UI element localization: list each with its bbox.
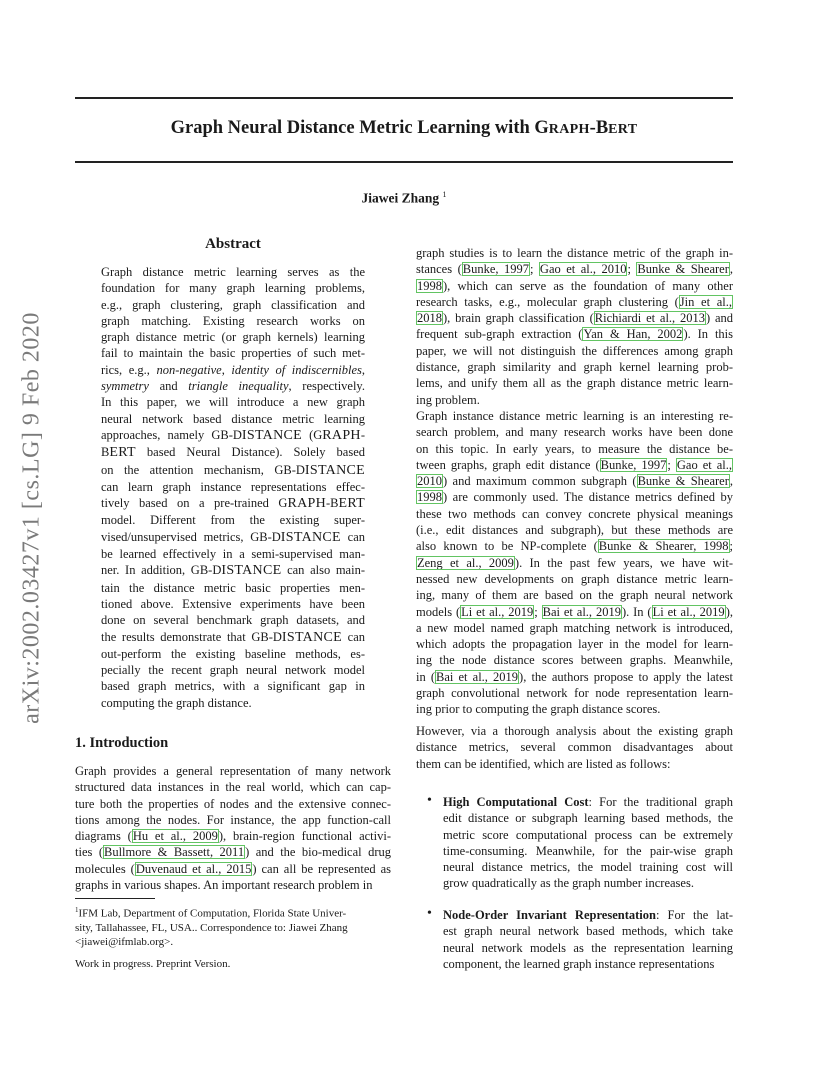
text-line: based graph metrics, with a significant gap in: [101, 679, 365, 694]
text-line: search problem, and many research works have been done: [416, 425, 733, 440]
bullet-node-order-invariant: [443, 907, 733, 972]
text-line: in (Bai et al., 2019), the authors propose to apply the latest: [416, 669, 733, 684]
text-line: Graph provides a general representation of many network: [75, 764, 391, 778]
text-line: neural network models as the representation learning: [443, 940, 733, 955]
text-line: a new model named graph matching network is introduced,: [416, 620, 733, 635]
right-paragraph-3: [416, 723, 733, 772]
text-line: graphs in various shapes. An important research problem in: [75, 878, 373, 893]
text-line: vised/unsupervised metrics, GB-DISTANCE can: [101, 529, 365, 545]
text-line: 2010) and maximum common subgraph (Bunke & Shearer,: [417, 474, 734, 489]
intro-text: [75, 763, 391, 893]
text-line: tween graphs, graph edit distance (Bunke, 1997; Gao et al.,: [416, 457, 732, 472]
text-line: Zeng et al., 2009). In the past few years, we have wit-: [417, 555, 733, 570]
text-line: frequent sub-graph extraction (Yan & Han, 2002). In this: [416, 327, 733, 342]
text-line: foundation for many graph learning problems,: [101, 281, 365, 296]
text-line: metric score computational process can be extremely: [443, 827, 733, 842]
text-line: High Computational Cost: For the traditional graph: [443, 795, 733, 809]
arxiv-sidebar-stamp: [8, 293, 56, 743]
right-paragraph-2: [416, 408, 733, 718]
text-line: symmetry and triangle inequality, respectively.: [101, 379, 365, 394]
text-line: be learned effectively in a semi-supervised man-: [101, 547, 365, 562]
text-line: tioned above. Extensive experiments have been: [101, 596, 365, 611]
text-line: time-consuming. Meanwhile, for the pair-wise graph: [443, 843, 733, 858]
footnote: [75, 903, 391, 949]
abstract-heading: Abstract: [205, 236, 261, 252]
text-line: model. Different from the existing super-: [101, 513, 365, 528]
text-line: ties (Bullmore & Bassett, 2011) and the bio-medical drug: [75, 845, 391, 860]
text-line: structured data instances in the real world, which can cap-: [75, 780, 391, 795]
text-line: 1998), which can serve as the foundation of many other: [417, 278, 733, 293]
preprint-status: Work in progress. Preprint Version.: [75, 958, 231, 970]
footnote-rule: [75, 898, 155, 899]
text-line: However, via a thorough analysis about the existing graph: [416, 724, 733, 738]
text-line: distance, graph similarity and graph kernel learning prob-: [416, 360, 733, 375]
text-line: 2018), brain graph classification (Richiardi et al., 2013) and: [417, 311, 733, 326]
text-line: can learn graph instance representations effec-: [101, 479, 365, 494]
text-line: 1998) are commonly used. The distance metrics defined by: [417, 490, 733, 505]
text-line: tively based on a pre-trained GRAPH-BERT: [101, 496, 365, 512]
text-line: diagrams (Hu et al., 2009), brain-region functional activi-: [75, 829, 391, 844]
text-line: ture both the properties of nodes and the extensive connec-: [75, 796, 391, 811]
text-line: est graph neural network based methods, which take: [443, 924, 733, 939]
text-line: which adopts the propagation layer in the model for learn-: [416, 637, 733, 652]
text-line: stances (Bunke, 1997; Gao et al., 2010; Bunke & Shearer,: [416, 262, 733, 277]
text-line: grow quadratically as the graph number increases.: [443, 876, 694, 891]
text-line: Node-Order Invariant Representation: For the lat-: [443, 908, 734, 922]
abstract-text: [101, 264, 365, 711]
text-line: ing prior to computing the graph distance scores.: [416, 702, 661, 717]
text-line: BERT based Neural Distance). Solely based: [101, 445, 365, 461]
footnote-line: <jiawei@ifmlab.org>.: [75, 935, 174, 948]
text-line: ner. In addition, GB-DISTANCE can also main-: [101, 563, 365, 579]
text-line: component, the learned graph instance representations: [443, 956, 715, 971]
paper-title: Graph Neural Distance Metric Learning with GRAPH-BERT: [170, 118, 638, 138]
text-line: graph matching. Existing research works on: [101, 313, 365, 328]
text-line: tain the distance metric basic properties men-: [101, 580, 365, 595]
text-line: In this paper, we will introduce a new graph: [101, 395, 365, 410]
text-line: fail to maintain the basic properties of such met-: [101, 346, 365, 361]
footnote-line: $^1$IFM Lab, Department of Computation, Florida State Univer-: [75, 906, 347, 920]
top-rule: [75, 97, 733, 99]
text-line: nessed new developments on graph distance metric learn-: [416, 571, 733, 586]
text-line: also known to be NP-complete (Bunke & Shearer, 1998;: [416, 539, 733, 554]
text-line: ing the node distance scores between graphs. Meanwhile,: [416, 653, 733, 668]
text-line: research tasks, e.g., molecular graph clustering (Jin et al.,: [416, 294, 732, 309]
text-line: them can be identified, which are listed as follows:: [416, 756, 671, 771]
text-line: ing, many of them are based on the graph neural network: [416, 588, 733, 603]
text-line: computing the graph distance.: [101, 695, 252, 710]
author-line: Jiawei Zhang $^1$: [361, 190, 447, 206]
text-line: neural network based distance metric learning: [101, 411, 365, 426]
text-line: these two methods can convey concrete physical meanings: [416, 506, 733, 521]
text-line: e.g., graph clustering, graph classification and: [101, 297, 365, 312]
text-line: the results demonstrate that GB-DISTANCE can: [101, 629, 365, 645]
arxiv-id: arXiv:2002.03427v1 [cs.LG] 9 Feb 2020: [18, 312, 45, 724]
text-line: Graph distance metric learning serves as the: [101, 265, 365, 279]
text-line: models (Li et al., 2019; Bai et al., 2019). In (Li et al., 2019),: [416, 604, 733, 619]
text-line: on the attention mechanism, GB-DISTANCE: [101, 462, 365, 478]
text-line: approaches, namely GB-DISTANCE (GRAPH-: [101, 427, 365, 443]
text-line: pecially the recent graph neural network model: [101, 663, 365, 678]
text-line: Graph instance distance metric learning is an interesting re-: [416, 409, 733, 423]
text-line: graph studies is to learn the distance metric of the graph in-: [416, 246, 733, 260]
text-line: tions among the nodes. For instance, the app function-call: [75, 812, 391, 827]
text-line: distance metrics, several common disadvantages about: [416, 740, 733, 755]
text-line: lems, and unify them all as the graph distance metric learn-: [416, 376, 733, 391]
text-line: paper, we will not distinguish the differences among graph: [416, 343, 733, 358]
text-line: (i.e., edit distances and subgraph), but these methods are: [416, 523, 733, 538]
text-line: out-perform the existing baseline methods, es-: [101, 646, 365, 661]
text-line: graph distance metric (or graph kernels) learning: [101, 330, 365, 345]
right-paragraph-1: [416, 245, 733, 408]
bullet-high-computational-cost: [443, 794, 733, 892]
text-line: molecules (Duvenaud et al., 2015) can all be represented as: [75, 861, 392, 876]
title-bottom-rule: [75, 161, 733, 163]
text-line: rics, e.g., non-negative, identity of indiscernibles,: [101, 362, 365, 377]
bullet-marker-1: •: [427, 793, 432, 808]
text-line: neural distance metrics, the model training cost will: [443, 860, 733, 875]
intro-heading: 1. Introduction: [75, 735, 169, 751]
footnote-line: sity, Tallahassee, FL, USA.. Correspondence to: Jiawei Zhang: [75, 921, 348, 934]
text-line: edit distance or subgraph learning based methods, the: [443, 811, 733, 826]
text-line: ing problem.: [416, 392, 480, 407]
text-line: on this topic. In early years, to measure the distance be-: [416, 441, 733, 456]
text-line: done on several benchmark graph datasets, and: [101, 613, 365, 628]
text-line: graph convolutional network for node representation learn-: [416, 686, 733, 701]
bullet-marker-2: •: [427, 906, 432, 921]
